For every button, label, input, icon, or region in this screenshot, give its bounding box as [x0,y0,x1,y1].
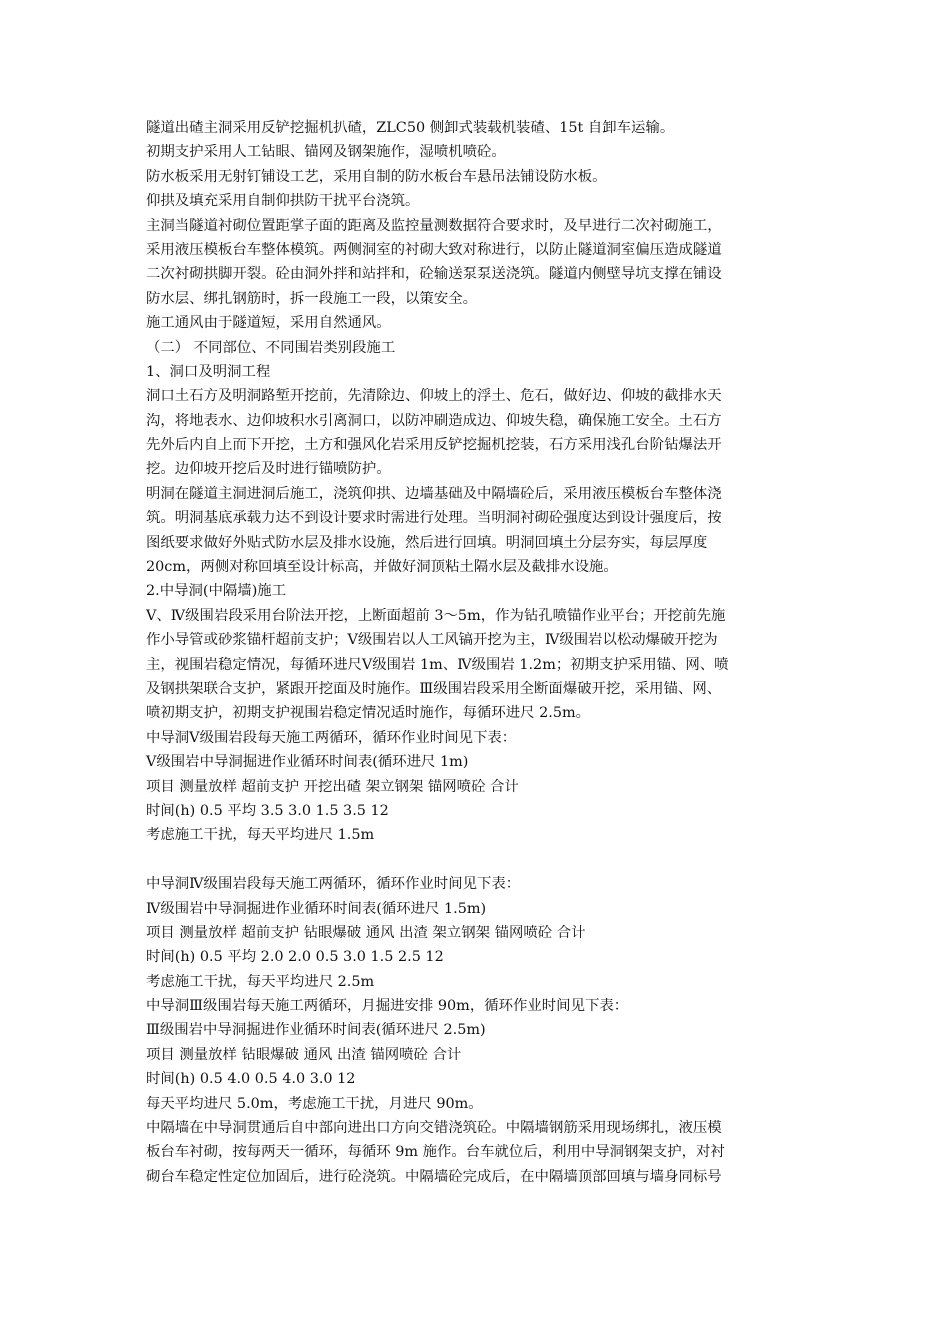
text-line: 二次衬砌拱脚开裂。砼由洞外拌和站拌和，砼输送泵泵送浇筑。隧道内侧壁导坑支撑在铺设 [146,266,722,283]
text-line: 时间(h) 0.5 4.0 0.5 4.0 3.0 12 [146,1071,356,1088]
text-line: 沟，将地表水、边仰坡积水引离洞口，以防冲刷造成边、仰坡失稳，确保施工安全。土石方 [146,412,722,429]
text-line: 采用液压模板台车整体模筑。两侧洞室的衬砌大致对称进行，以防止隧道洞室偏压造成隧道 [146,241,722,258]
text-line: Ⅳ级围岩中导洞掘进作业循环时间表(循环进尺 1.5m) [146,900,487,917]
text-line: 每天平均进尺 5.0m，考虑施工干扰，月进尺 90m。 [146,1095,483,1112]
text-line: 明洞在隧道主洞进洞后施工，浇筑仰拱、边墙基础及中隔墙砼后，采用液压模板台车整体浇 [146,485,722,502]
text-line: Ⅴ、Ⅳ级围岩段采用台阶法开挖，上断面超前 3～5m，作为钻孔喷锚作业平台；开挖前先施 [146,607,726,624]
text-line: 2.中导洞(中隔墙)施工 [146,583,287,600]
text-line: 图纸要求做好外贴式防水层及排水设施，然后进行回填。明洞回填土分层夯实，每层厚度 [146,534,708,551]
text-line: 洞口土石方及明洞路堑开挖前，先清除边、仰坡上的浮土、危石，做好边、仰坡的截排水天 [146,388,722,405]
text-line: 项目 测量放样 超前支护 开挖出碴 架立钢架 锚网喷砼 合计 [146,778,519,795]
text-line: 中隔墙在中导洞贯通后自中部向进出口方向交错浇筑砼。中隔墙钢筋采用现场绑扎，液压模 [146,1120,722,1137]
text-line: 1、洞口及明洞工程 [146,363,271,380]
text-line: 先外后内自上而下开挖，土方和强风化岩采用反铲挖掘机挖装，石方采用浅孔台阶钻爆法开 [146,437,722,454]
text-line: 防水板采用无射钉铺设工艺，采用自制的防水板台车悬吊法铺设防水板。 [146,168,607,185]
text-line: 主洞当隧道衬砌位置距掌子面的距离及监控量测数据符合要求时，及早进行二次衬砌施工， [146,217,722,234]
text-line: 防水层、绑扎钢筋时，拆一段施工一段，以策安全。 [146,290,477,307]
text-line: 中导洞Ⅲ级围岩每天施工两循环，月掘进安排 90m，循环作业时间见下表： [146,998,629,1015]
text-line: 项目 测量放样 超前支护 钻眼爆破 通风 出渣 架立钢架 锚网喷砼 合计 [146,924,586,941]
blank-line [146,848,810,872]
text-line: 砌台车稳定性定位加固后，进行砼浇筑。中隔墙砼完成后，在中隔墙顶部回填与墙身同标号 [146,1168,722,1185]
text-line: 及钢拱架联合支护，紧跟开挖面及时施作。Ⅲ级围岩段采用全断面爆破开挖，采用锚、网、 [146,680,722,697]
text-line: 作小导管或砂浆锚杆超前支护；Ⅴ级围岩以人工风镐开挖为主，Ⅳ级围岩以松动爆破开挖为 [146,632,718,649]
text-line: 挖。边仰坡开挖后及时进行锚喷防护。 [146,461,391,478]
text-line: 时间(h) 0.5 平均 3.5 3.0 1.5 3.5 12 [146,802,389,819]
text-line: 中导洞Ⅴ级围岩段每天施工两循环，循环作业时间见下表： [146,729,517,746]
text-line: 喷初期支护，初期支护视围岩稳定情况适时施作，每循环进尺 2.5m。 [146,705,591,722]
text-line: 主，视围岩稳定情况，每循环进尺Ⅴ级围岩 1m、Ⅳ级围岩 1.2m；初期支护采用锚、网、喷 [146,656,729,673]
text-line: 施工通风由于隧道短，采用自然通风。 [146,315,391,332]
text-line: 项目 测量放样 钻眼爆破 通风 出渣 锚网喷砼 合计 [146,1046,462,1063]
text-line: （二） 不同部位、不同围岩类别段施工 [146,339,396,356]
text-line: 中导洞Ⅳ级围岩段每天施工两循环，循环作业时间见下表： [146,876,521,893]
text-line: 板台车衬砌，按每两天一循环，每循环 9m 施作。台车就位后，利用中导洞钢架支护，对衬 [146,1144,725,1161]
text-line: 隧道出碴主洞采用反铲挖掘机扒碴，ZLC50 侧卸式装载机装碴、15t 自卸车运输。 [146,120,675,136]
text-line: 时间(h) 0.5 平均 2.0 2.0 0.5 3.0 1.5 2.5 12 [146,949,444,966]
text-line: 筑。明洞基底承载力达不到设计要求时需进行处理。当明洞衬砌砼强度达到设计强度后，按 [146,510,722,527]
text-line: Ⅴ级围岩中导洞掘进作业循环时间表(循环进尺 1m) [146,754,469,771]
text-line: 初期支护采用人工钻眼、锚网及钢架施作，湿喷机喷砼。 [146,144,506,161]
document-body [146,116,810,1189]
text-line: 考虑施工干扰，每天平均进尺 1.5m [146,827,375,844]
text-line: 仰拱及填充采用自制仰拱防干扰平台浇筑。 [146,193,420,210]
text-line: 考虑施工干扰，每天平均进尺 2.5m [146,973,375,990]
text-line: 20cm，两侧对称回填至设计标高，并做好洞顶粘土隔水层及截排水设施。 [146,559,618,576]
text-line: Ⅲ级围岩中导洞掘进作业循环时间表(循环进尺 2.5m) [146,1022,486,1039]
